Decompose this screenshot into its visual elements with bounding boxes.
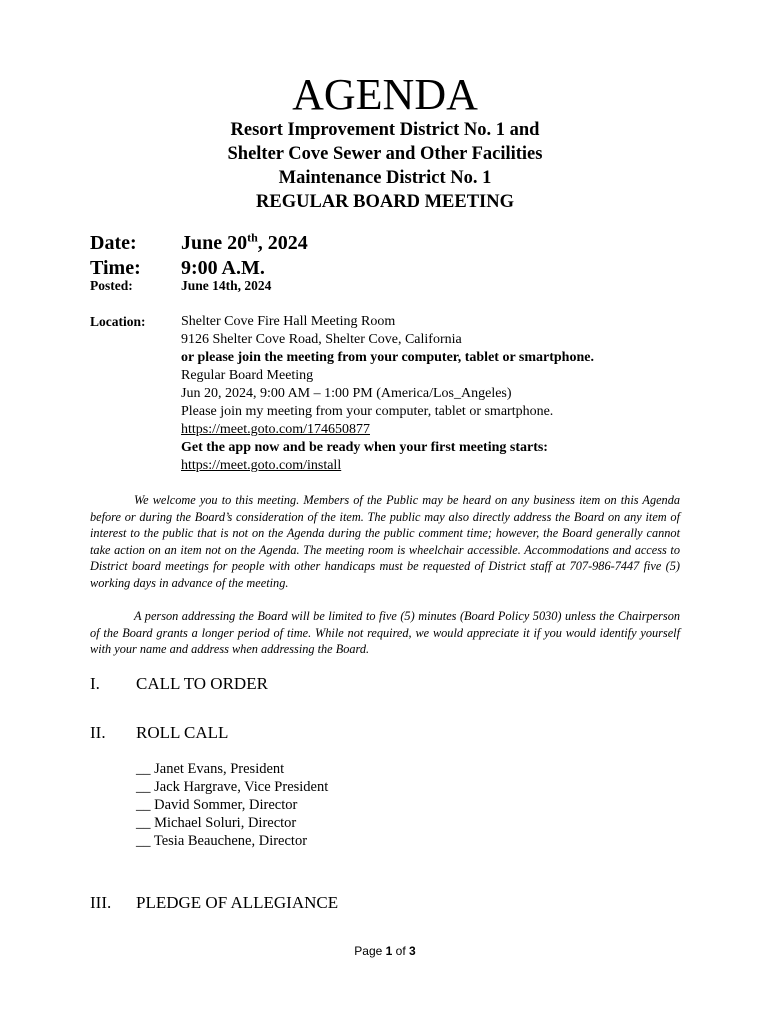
section-roll-call: ROLL CALL (136, 723, 229, 742)
section-number-1: I. (90, 674, 100, 693)
section-call-to-order: CALL TO ORDER (136, 674, 268, 693)
posted-label: Posted: (90, 278, 133, 293)
date-value: June 20th, 2024 (181, 230, 308, 254)
public-notice-paragraph: We welcome you to this meeting. Members of the Public may be heard on any business item on this Agenda before or during the Board’s consideration of the item. The public may also directly address the Board on any item of interest to the public that is not on the Agenda during the public comment time; however, the Board generally cannot take action on an item not on the Agenda. The meeting room is wheelchair accessible. Accommodations and access to District board meetings for people with other handicaps must be requested of District staff at 707-986-7447 five (5) working days in advance of the meeting. (90, 493, 680, 590)
roll-call-item: __ Janet Evans, President (136, 761, 285, 777)
remote-join-text: Please join my meeting from your computer, tablet or smartphone. (181, 404, 554, 419)
roll-call-item: __ David Sommer, Director (136, 797, 298, 813)
section-number-3: III. (90, 893, 112, 912)
section-pledge-of-allegiance: PLEDGE OF ALLEGIANCE (136, 893, 339, 912)
district-name-line-1: Resort Improvement District No. 1 and (230, 120, 540, 140)
location-label: Location: (90, 314, 146, 329)
posted-value: June 14th, 2024 (181, 278, 272, 293)
install-link[interactable]: https://meet.goto.com/install (181, 458, 342, 473)
remote-meeting-name: Regular Board Meeting (181, 368, 314, 383)
roll-call-item: __ Jack Hargrave, Vice President (136, 779, 329, 795)
remote-meeting-time: Jun 20, 2024, 9:00 AM – 1:00 PM (America/Los_Angeles) (181, 386, 512, 401)
page-title: AGENDA (292, 70, 478, 119)
meeting-link[interactable]: https://meet.goto.com/174650877 (181, 422, 370, 437)
date-label: Date: (90, 232, 137, 254)
meeting-type: REGULAR BOARD MEETING (256, 192, 514, 212)
district-name-line-3: Maintenance District No. 1 (278, 168, 492, 188)
app-download-note: Get the app now and be ready when your first meeting starts: (181, 440, 548, 455)
time-value: 9:00 A.M. (181, 257, 265, 279)
time-label: Time: (90, 257, 141, 279)
location-address: 9126 Shelter Cove Road, Shelter Cove, California (181, 332, 462, 347)
location-venue: Shelter Cove Fire Hall Meeting Room (181, 314, 396, 329)
district-name-line-2: Shelter Cove Sewer and Other Facilities (227, 144, 543, 164)
roll-call-item: __ Michael Soluri, Director (136, 815, 297, 831)
remote-join-note: or please join the meeting from your computer, tablet or smartphone. (181, 350, 594, 365)
section-number-2: II. (90, 723, 106, 742)
roll-call-item: __ Tesia Beauchene, Director (136, 833, 308, 849)
speaker-limit-paragraph: A person addressing the Board will be limited to five (5) minutes (Board Policy 5030) unless the Chairperson of the Board grants a longer period of time. While not required, we would appreciate it if you would identify yourself with your name and address when addressing the Board. (90, 609, 680, 656)
page-number: Page 1 of 3 (354, 944, 416, 958)
